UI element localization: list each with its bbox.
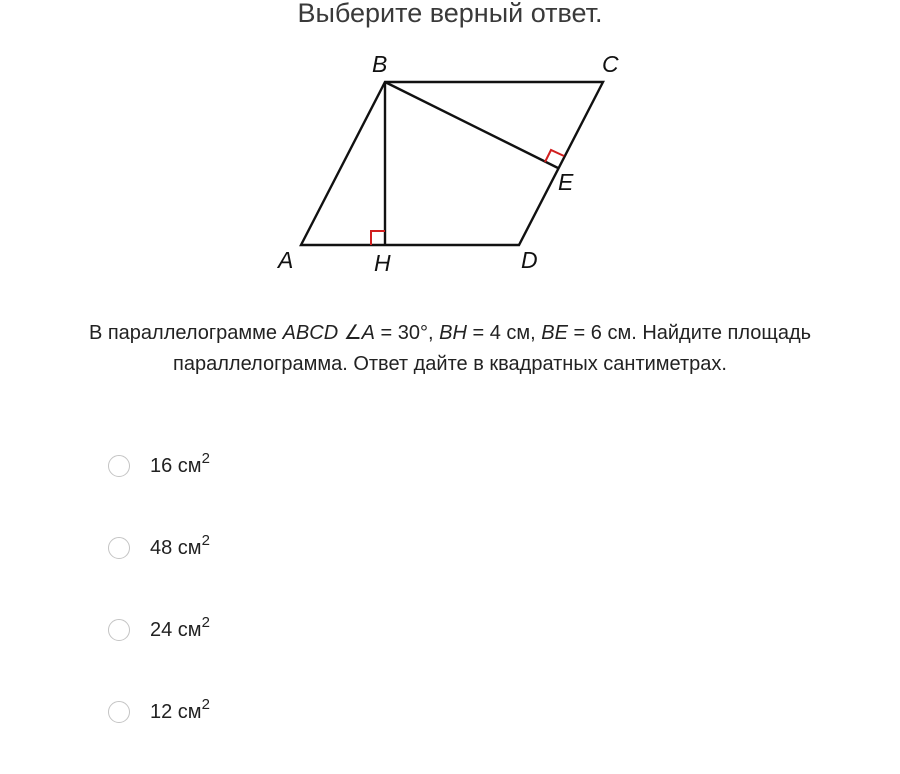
question-part3: = 4 см, [466, 322, 542, 344]
answer-exponent-1: 2 [201, 449, 210, 467]
parallelogram-diagram [260, 44, 640, 284]
question-text [20, 318, 880, 380]
answer-label-4[interactable] [150, 695, 210, 724]
answer-exponent-4: 2 [201, 695, 210, 713]
radio-button-4[interactable] [108, 701, 130, 723]
vertex-label-d: D [521, 247, 538, 273]
point-label-e: E [558, 169, 574, 195]
height-be [385, 82, 558, 168]
vertex-label-c: C [602, 51, 619, 77]
radio-button-2[interactable] [108, 537, 130, 559]
answer-label-1[interactable] [150, 449, 210, 478]
answer-value-4: 12 см [150, 700, 202, 723]
radio-button-3[interactable] [108, 619, 130, 641]
question-bh: BH [439, 322, 467, 344]
question-be: BE [541, 322, 568, 344]
answer-value-3: 24 см [150, 618, 202, 641]
right-angle-mark-e [545, 150, 564, 162]
vertex-label-a: A [278, 247, 294, 273]
answer-exponent-2: 2 [201, 531, 210, 549]
question-part2: = 30°, [375, 322, 440, 344]
answer-option-3[interactable] [108, 610, 508, 650]
question-abcd: ABCD [282, 322, 339, 344]
answer-label-2[interactable] [150, 531, 210, 560]
vertex-label-b: B [372, 51, 388, 77]
right-angle-mark-h [371, 231, 385, 245]
page-heading: Выберите верный ответ. [297, 0, 603, 28]
question-angle: ∠A [338, 322, 375, 344]
answer-value-1: 16 см [150, 454, 202, 477]
question-part4: = 6 см. Найдите площадь параллелограмма. Ответ дайте в квадратных сантиметрах. [173, 322, 812, 375]
radio-button-1[interactable] [108, 455, 130, 477]
answer-option-2[interactable] [108, 528, 508, 568]
question-part1: В параллелограмме [88, 322, 283, 344]
answer-value-2: 48 см [150, 536, 202, 559]
parallelogram-figure [260, 44, 640, 284]
parallelogram-abcd [301, 82, 603, 245]
answer-option-4[interactable] [108, 692, 508, 732]
answer-exponent-3: 2 [201, 613, 210, 631]
answer-options [108, 446, 508, 774]
answer-label-3[interactable] [150, 613, 210, 642]
answer-option-1[interactable] [108, 446, 508, 486]
point-label-h: H [374, 250, 391, 276]
